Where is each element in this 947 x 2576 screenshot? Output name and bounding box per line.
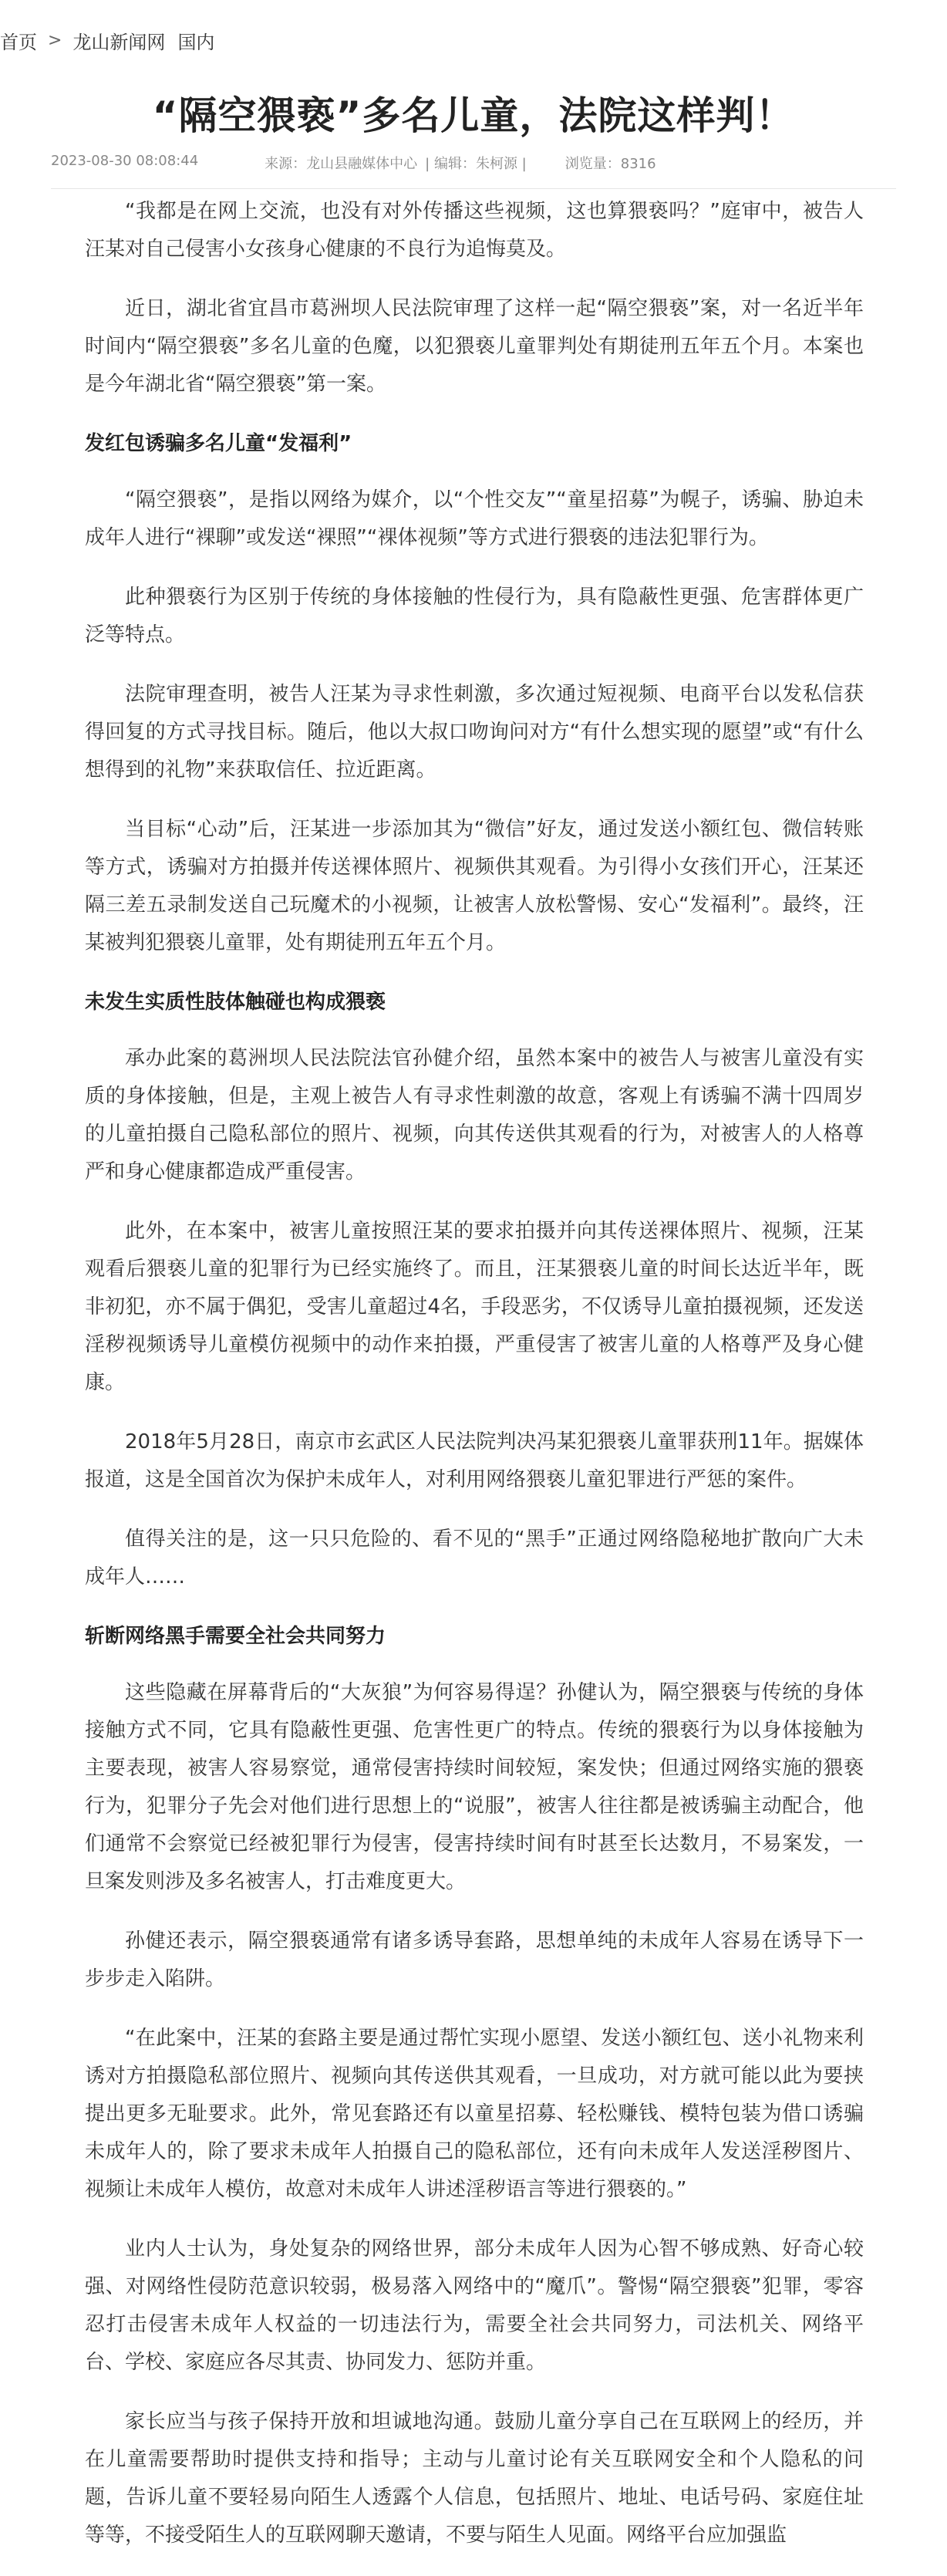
article-paragraph: 孙健还表示，隔空猥亵通常有诸多诱导套路，思想单纯的未成年人容易在诱导下一步步走入陷阱。 [85,1929,864,1990]
article-editor: | 编辑：朱柯源 | [425,156,527,172]
article-paragraph: 此种猥亵行为区别于传统的身体接触的性侵行为，具有隐蔽性更强、危害群体更广泛等特点。 [85,586,864,647]
article-title: “隔空猥亵”多名儿童，法院这样判！ [152,93,795,138]
article-paragraph: “在此案中，汪某的套路主要是通过帮忙实现小愿望、发送小额红包、送小礼物来利诱对方拍摄隐私部位照片、视频向其传送供其观看，一旦成功，对方就可能以此为要挟提出更多无耻要求。此外，常见套路还有以童星招募、轻松赚钱、模特包装为借口诱骗未成年人的，除了要求未成年人拍摄自己的隐私部位，还有向未成年人发送淫秽图片、视频让未成年人模仿，故意对未成年人讲述淫秽语言等进行猥亵的。” [85,2027,864,2201]
publish-date: 2023-08-30 08:08:44 [51,153,199,169]
article-paragraph: “我都是在网上交流，也没有对外传播这些视频，这也算猥亵吗？”庭审中，被告人汪某对自己侵害小女孩身心健康的不良行为追悔莫及。 [85,200,864,261]
section-heading: 发红包诱骗多名儿童“发福利” [85,432,352,455]
article-paragraph: 当目标“心动”后，汪某进一步添加其为“微信”好友，通过发送小额红包、微信转账等方式，诱骗对方拍摄并传送裸体照片、视频供其观看。为引得小女孩们开心，汪某还隔三差五录制发送自己玩魔术的小视频，让被害人放松警惕、安心“发福利”。最终，汪某被判犯猥亵儿童罪，处有期徒刑五年五个月。 [85,818,864,954]
breadcrumb-site-link[interactable]: 龙山新闻网 [72,31,166,53]
article-paragraph: 这些隐藏在屏幕背后的“大灰狼”为何容易得逞？孙健认为，隔空猥亵与传统的身体接触方式不同，它具有隐蔽性更强、危害性更广的特点。传统的猥亵行为以身体接触为主要表现，被害人容易察觉，通常侵害持续时间较短，案发快；但通过网络实施的猥亵行为，犯罪分子先会对他们进行思想上的“说服”，被害人往往都是被诱骗主动配合，他们通常不会察觉已经被犯罪行为侵害，侵害持续时间有时甚至长达数月，不易案发，一旦案发则涉及多名被害人，打击难度更大。 [85,1681,864,1893]
section-heading: 斩断网络黑手需要全社会共同努力 [85,1625,386,1648]
article-paragraph: “隔空猥亵”，是指以网络为媒介，以“个性交友”“童星招募”为幌子，诱骗、胁迫未成年人进行“裸聊”或发送“裸照”“裸体视频”等方式进行猥亵的违法犯罪行为。 [85,488,864,549]
article-paragraph: 值得关注的是，这一只只危险的、看不见的“黑手”正通过网络隐秘地扩散向广大未成年人…… [85,1528,864,1588]
article-paragraph: 业内人士认为，身处复杂的网络世界，部分未成年人因为心智不够成熟、好奇心较强、对网络性侵防范意识较弱，极易落入网络中的“魔爪”。警惕“隔空猥亵”犯罪，零容忍打击侵害未成年人权益的一切违法行为，需要全社会共同努力，司法机关、网络平台、学校、家庭应各尽其责、协同发力、惩防并重。 [85,2237,864,2374]
article-paragraph: 法院审理查明，被告人汪某为寻求性刺激，多次通过短视频、电商平台以发私信获得回复的方式寻找目标。随后，他以大叔口吻询问对方“有什么想实现的愿望”或“有什么想得到的礼物”来获取信任、拉近距离。 [85,683,864,782]
article-source: 来源：龙山县融媒体中心 [265,156,418,172]
breadcrumb-separator-icon: > [48,30,62,50]
article-paragraph: 承办此案的葛洲坝人民法院法官孙健介绍，虽然本案中的被告人与被害儿童没有实质的身体接触，但是，主观上被告人有寻求性刺激的故意，客观上有诱骗不满十四周岁的儿童拍摄自己隐私部位的照片、视频，向其传送供其观看的行为，对被害人的人格尊严和身心健康都造成严重侵害。 [85,1047,864,1183]
article-paragraph: 家长应当与孩子保持开放和坦诚地沟通。鼓励儿童分享自己在互联网上的经历，并在儿童需要帮助时提供支持和指导；主动与儿童讨论有关互联网安全和个人隐私的问题，告诉儿童不要轻易向陌生人透露个人信息，包括照片、地址、电话号码、家庭住址等等，不接受陌生人的互联网聊天邀请，不要与陌生人见面。网络平台应加强监 [85,2410,864,2547]
breadcrumb-section-link[interactable]: 国内 [177,31,215,53]
breadcrumb-home-link[interactable]: 首页 [0,31,37,53]
breadcrumb [0,23,214,57]
article-paragraph: 此外，在本案中，被害儿童按照汪某的要求拍摄并向其传送裸体照片、视频，汪某观看后猥亵儿童的犯罪行为已经实施终了。而且，汪某猥亵儿童的时间长达近半年，既非初犯，亦不属于偶犯，受害儿童超过4名，手段恶劣，不仅诱导儿童拍摄视频，还发送淫秽视频诱导儿童模仿视频中的动作来拍摄，严重侵害了被害儿童的人格尊严及身心健康。 [85,1220,864,1394]
article-body [85,193,864,2576]
article-paragraph: 2018年5月28日，南京市玄武区人民法院判决冯某犯猥亵儿童罪获刑11年。据媒体报道，这是全国首次为保护未成年人，对利用网络猥亵儿童犯罪进行严惩的案件。 [85,1430,864,1491]
article-paragraph: 近日，湖北省宜昌市葛洲坝人民法院审理了这样一起“隔空猥亵”案，对一名近半年时间内“隔空猥亵”多名儿童的色魔，以犯猥亵儿童罪判处有期徒刑五年五个月。本案也是今年湖北省“隔空猥亵”第一案。 [85,297,864,396]
section-heading: 未发生实质性肢体触碰也构成猥亵 [85,991,386,1014]
view-count: 浏览量：8316 [564,156,656,172]
article-meta [51,153,896,189]
